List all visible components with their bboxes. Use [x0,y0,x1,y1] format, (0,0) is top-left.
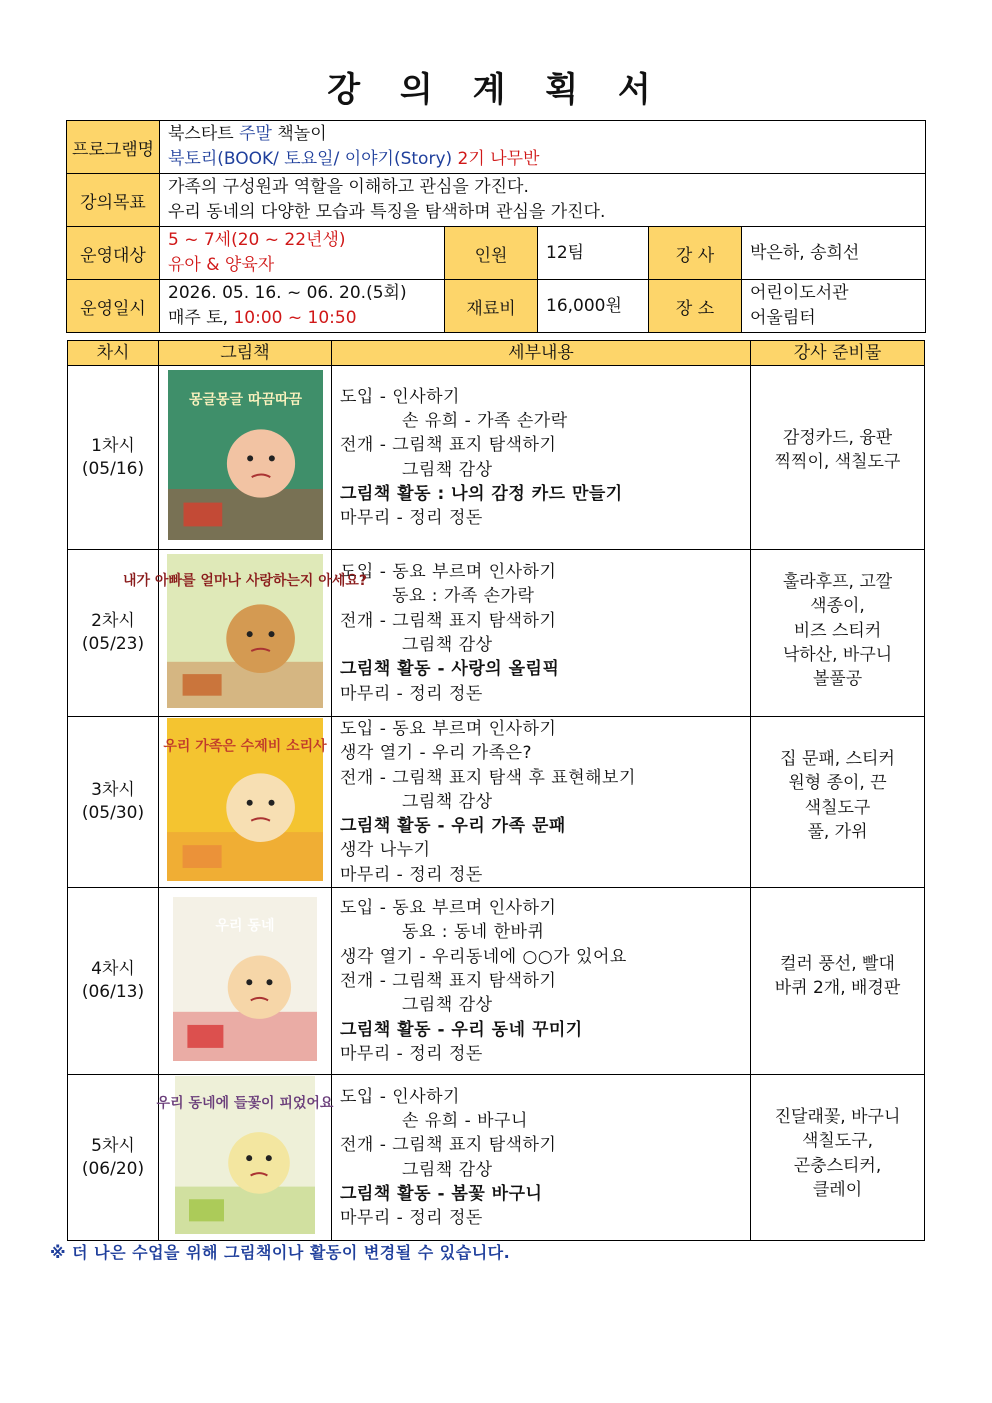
material-item: 감정카드, 융판 [782,428,893,448]
program-line2: 북토리(BOOK/ 토요일/ 이야기(Story) 2기 나무반 [168,149,540,169]
session-cell [68,888,159,1075]
material-item: 클레이 [812,1179,863,1200]
material-item: 곤충스티커, [793,1155,882,1176]
materials-cell [751,888,925,1075]
people-label: 인원 [445,227,538,280]
date-label: 운영일시 [67,280,160,333]
detail-cell [332,717,751,888]
session-row [68,1075,925,1241]
date-line1: 2026. 05. 16. ~ 06. 20.(5회) [168,283,407,303]
materials-cell [751,550,925,717]
materials-cell [751,1075,925,1241]
detail-line: 그림책 감상 [402,459,493,480]
detail-cell [332,1075,751,1241]
goal-line2: 우리 동네의 다양한 모습과 특징을 탐색하며 관심을 가진다. [168,202,606,222]
goal-line1: 가족의 구성원과 역할을 이해하고 관심을 가진다. [168,177,529,197]
people-value: 12팀 [538,227,649,280]
book-cover-title: 우리 동네에 들꽃이 피었어요 [156,1095,334,1112]
material-item: 컬러 풍선, 빨대 [780,954,895,975]
material-item: 훌라후프, 고깔 [782,572,893,592]
goal-label: 강의목표 [67,174,160,227]
detail-cell [332,366,751,550]
detail-line: 그림책 감상 [402,635,493,655]
material-item: 바퀴 2개, 배경판 [774,978,901,999]
detail-line: 전개 - 그림책 표지 탐색하기 [340,1135,557,1156]
material-item: 집 문패, 스티커 [780,749,895,769]
book-cover-image [168,370,323,540]
book-cover-title: 몽글몽글 따끔따끔 [188,392,302,408]
session-number: 1차시 [91,435,135,456]
material-item: 찍찍이, 색칠도구 [774,452,901,473]
detail-line: 전개 - 그림책 표지 탐색하기 [340,435,557,456]
detail-line: 손 유희 - 바구니 [402,1110,528,1131]
materials-cell [751,366,925,550]
date-value [160,280,445,333]
detail-line: 도입 - 인사하기 [340,1086,460,1107]
materials-cell [751,717,925,888]
detail-line: 생각 열기 - 우리 가족은? [340,743,533,764]
detail-line: 마무리 - 정리 정돈 [340,683,483,704]
book-cover-image [173,897,317,1061]
header-session: 차시 [68,341,159,366]
session-date: (06/20) [81,1158,145,1179]
session-cell [68,717,159,888]
activity-line: 그림책 활동 - 우리 가족 문패 [340,816,566,837]
session-date: (05/23) [81,634,145,654]
goal-value [160,174,926,227]
detail-line: 그림책 감상 [402,791,493,812]
detail-line: 생각 열기 - 우리동네에 ○○가 있어요 [340,946,627,967]
session-number: 3차시 [91,780,135,801]
page-title: 강 의 계 획 서 [327,70,665,110]
session-number: 4차시 [91,959,135,980]
detail-line: 생각 나누기 [340,840,431,861]
book-cover-image [122,554,368,708]
instructor-value: 박은하, 송희선 [742,227,926,280]
session-date: (05/30) [81,803,145,824]
info-table [66,120,926,333]
session-cell [68,1075,159,1241]
program-line1: 북스타트 주말 책놀이 [168,124,327,144]
session-row [68,550,925,717]
book-cover-title: 우리 동네 [215,917,275,934]
detail-line: 동요 : 동네 한바퀴 [402,922,545,943]
target-line2: 유아 & 양육자 [168,255,275,275]
detail-line: 마무리 - 정리 정돈 [340,864,483,885]
fee-value: 16,000원 [538,280,649,333]
place-label: 장 소 [649,280,742,333]
book-cover-title: 우리 가족은 수제비 소리사 [163,738,327,755]
book-cell [159,888,332,1075]
session-row [68,366,925,550]
detail-line: 전개 - 그림책 표지 탐색 후 표현해보기 [340,767,636,788]
detail-line: 전개 - 그림책 표지 탐색하기 [340,610,557,631]
schedule-table [67,340,925,1241]
activity-line: 그림책 활동 - 봄꽃 바구니 [340,1183,543,1204]
detail-line: 마무리 - 정리 정돈 [340,1208,483,1229]
detail-cell [332,888,751,1075]
material-item: 비즈 스티커 [793,620,882,641]
material-item: 풀, 가위 [807,821,868,842]
program-value [160,121,926,174]
book-cover-title: 내가 아빠를 얼마나 사랑하는지 아세요? [122,572,368,589]
detail-line: 그림책 감상 [402,1159,493,1180]
program-label: 프로그램명 [67,121,160,174]
book-cover-image [156,1076,334,1234]
detail-line: 도입 - 동요 부르며 인사하기 [340,562,557,583]
detail-line: 마무리 - 정리 정돈 [340,508,483,529]
header-detail: 세부내용 [332,341,751,366]
session-date: (05/16) [81,458,145,479]
material-item: 색종이, [810,596,865,617]
material-item: 원형 종이, 끈 [788,773,887,794]
target-label: 운영대상 [67,227,160,280]
detail-line: 그림책 감상 [402,995,493,1016]
material-item: 색칠도구, [801,1131,874,1152]
activity-line: 그림책 활동 - 사랑의 올림픽 [340,659,560,680]
detail-line: 전개 - 그림책 표지 탐색하기 [340,970,557,991]
target-value [160,227,445,280]
activity-line: 그림책 활동 : 나의 감정 카드 만들기 [340,483,623,504]
header-materials: 강사 준비물 [751,341,925,366]
book-cell [159,717,332,888]
book-cell [156,1075,334,1241]
detail-line: 도입 - 동요 부르며 인사하기 [340,898,557,919]
date-line2: 매주 토, 10:00 ~ 10:50 [168,308,357,328]
footnote: ※ 더 나은 수업을 위해 그림책이나 활동이 변경될 수 있습니다. [50,1243,511,1262]
session-row [68,717,925,888]
fee-label: 재료비 [445,280,538,333]
book-cell [122,550,368,717]
book-cell [159,366,332,550]
detail-line: 도입 - 인사하기 [340,386,460,407]
header-book: 그림책 [159,341,332,366]
place-line1: 어린이도서관 [750,283,849,303]
material-item: 낙하산, 바구니 [782,644,893,665]
material-item: 진달래꽃, 바구니 [774,1107,901,1128]
session-date: (06/13) [81,982,145,1003]
session-number: 5차시 [91,1135,135,1156]
activity-line: 그림책 활동 - 우리 동네 꾸미기 [340,1019,583,1040]
material-item: 색칠도구 [804,797,871,818]
session-cell [68,366,159,550]
detail-line: 동요 : 가족 손가락 [392,586,535,607]
session-number: 2차시 [91,611,135,631]
target-line1: 5 ~ 7세(20 ~ 22년생) [168,230,346,250]
session-row [68,888,925,1075]
place-line2: 어울림터 [750,308,816,328]
place-value [742,280,926,333]
detail-line: 도입 - 동요 부르며 인사하기 [340,719,557,739]
detail-cell [332,550,751,717]
instructor-label: 강 사 [649,227,742,280]
detail-line: 손 유희 - 가족 손가락 [402,410,568,431]
material-item: 볼풀공 [812,669,863,690]
book-cover-image [163,718,327,881]
detail-line: 마무리 - 정리 정돈 [340,1043,483,1064]
